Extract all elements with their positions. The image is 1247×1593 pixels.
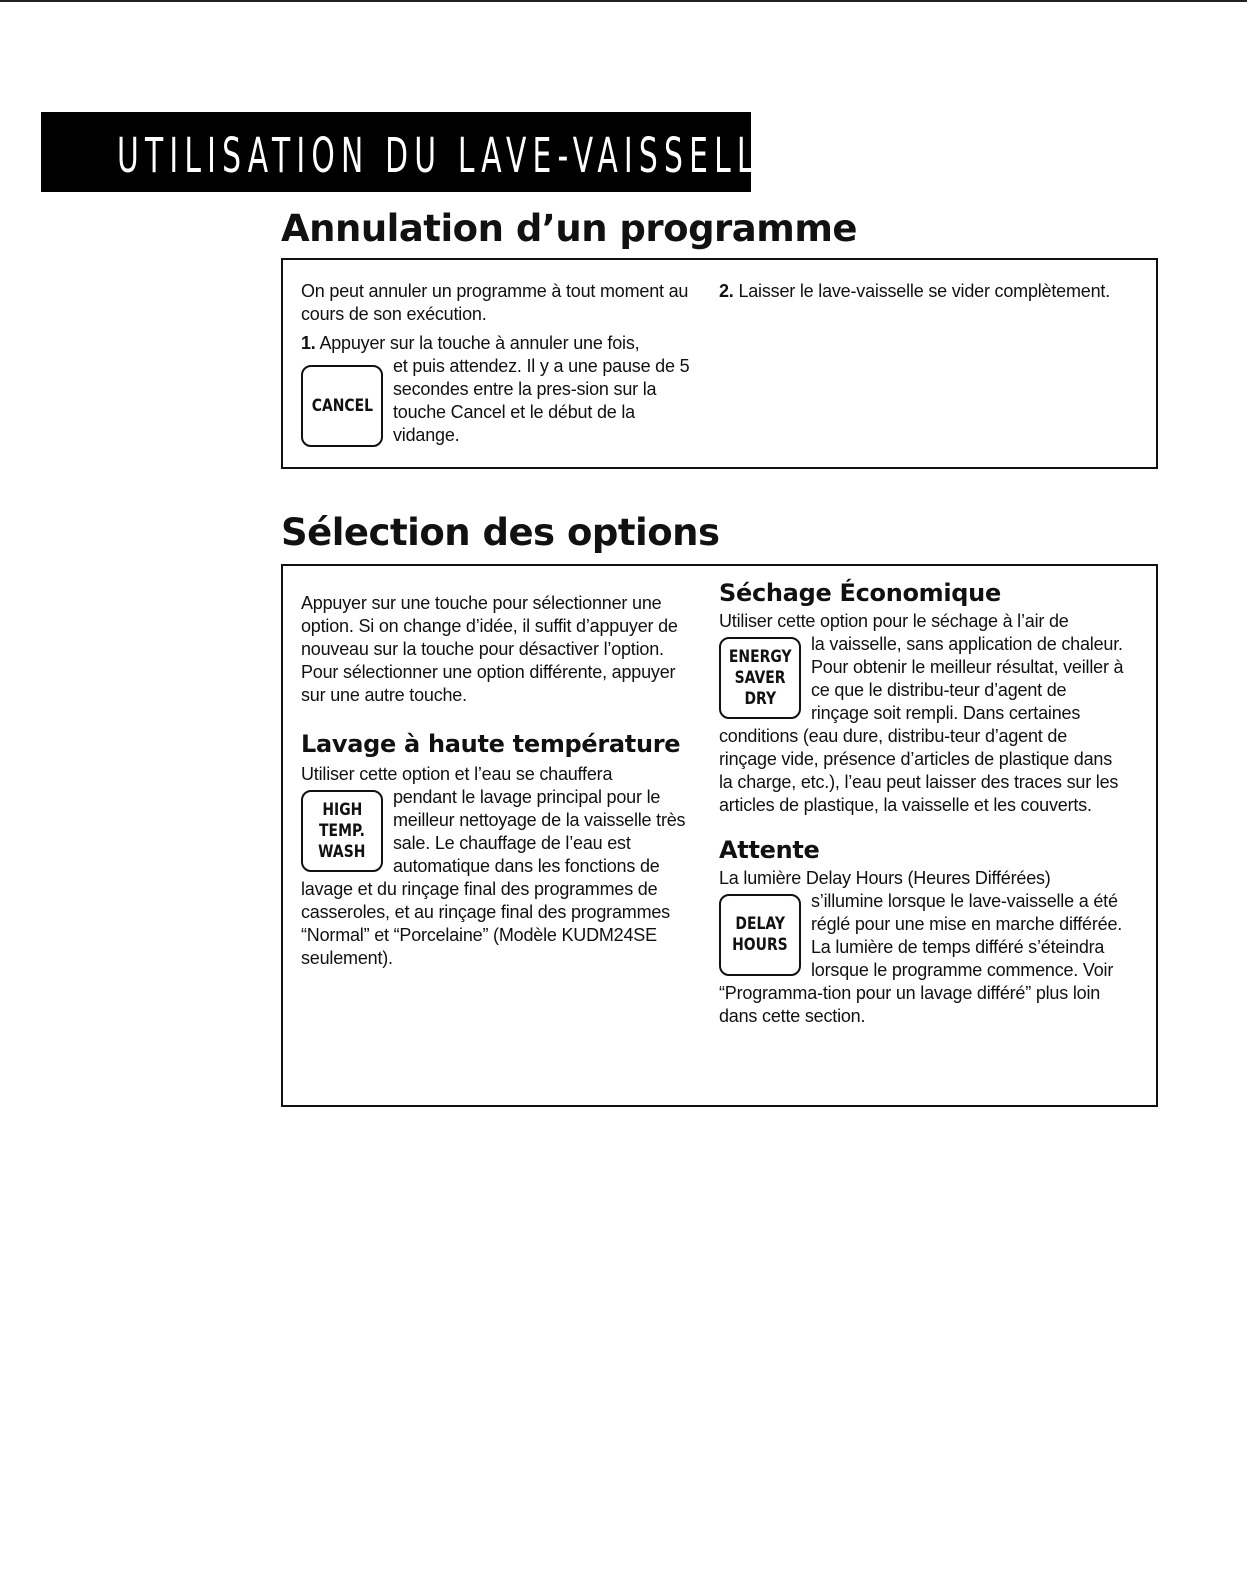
options-left-column [301,592,701,970]
delay-body-block [719,890,1125,1028]
cancel-step1-lead-line [301,332,693,355]
delay-body: s’illumine lorsque le lave-vaisselle a été réglé pour une mise en marche différée. La lumière de temps différé s’éteindra lorsque le programme commence. Voir “Programma-tion pour un lavage différé” plus loin dans cette section. [719,891,1123,1026]
options-section-box [281,564,1158,1107]
options-section-title: Sélection des options [281,511,720,554]
delay-key-line-1: DELAY [735,914,785,934]
energy-saver-body-block [719,633,1125,817]
step1-rest: et puis attendez. Il y a une pause de 5 secondes entre la pres-sion sur la touche Cancel et le début de la vidange. [393,356,690,445]
high-temp-wash-key-icon [301,790,383,872]
step1-lead: Appuyer sur la touche à annuler une fois, [319,333,640,353]
energy-saver-dry-key-icon [719,637,801,719]
high-temp-body-block [301,786,701,970]
cancel-key-label: CANCEL [311,395,373,416]
high-temp-key-line-3: WASH [318,841,366,862]
delay-key-line-2: HOURS [732,935,788,955]
cancel-left-column [301,280,693,447]
cancel-key-icon [301,365,383,447]
high-temp-lead: Utiliser cette option et l’eau se chauffera [301,764,613,784]
cancel-step2 [719,280,1139,303]
top-rule [0,0,1247,2]
step2-text: Laisser le lave-vaisselle se vider complètement. [738,281,1111,301]
chapter-banner-title: UTILISATION DU LAVE-VAISSELLE [117,128,785,184]
cancel-intro: On peut annuler un programme à tout moment au cours de son exécution. [301,281,689,324]
options-right-column [719,578,1125,1028]
cancel-step1-body [301,355,693,447]
delay-lead: La lumière Delay Hours (Heures Différées) [719,868,1051,888]
step2-number: 2. [719,281,734,301]
high-temp-body: pendant le lavage principal pour le meilleur nettoyage de la vaisselle très sale. Le chauffage de l’eau est automatique dans les fonctions de lavage et du rinçage final des programmes de casseroles, et au rinçage final des programmes “Normal” et “Porcelaine” (Modèle KUDM24SE seulement). [301,787,686,968]
delay-title: Attente [719,836,820,864]
energy-key-line-1: ENERGY [728,646,792,667]
energy-saver-title: Séchage Économique [719,579,1001,607]
step1-number: 1. [301,333,316,353]
energy-key-line-3: DRY [744,688,776,709]
cancel-section-title: Annulation d’un programme [281,207,857,250]
high-temp-key-line-2: TEMP. [319,820,365,841]
delay-hours-key-icon [719,894,801,976]
high-temp-key-line-1: HIGH [322,799,362,820]
chapter-banner [41,112,785,192]
energy-saver-body: la vaisselle, sans application de chaleur. Pour obtenir le meilleur résultat, veiller à ce que le distribu-teur d’agent de rinçage soit rempli. Dans certaines conditions (eau dure, distribu-teur d’agent de rinçage vide, présence d’articles de plastique dans la charge, etc.), l’eau peut laisser des traces sur les articles de plastique, la vaisselle et les couverts. [719,634,1124,815]
cancel-right-column [719,280,1139,303]
high-temp-title: Lavage à haute température [301,730,681,758]
energy-saver-lead: Utiliser cette option pour le séchage à l’air de [719,611,1069,631]
energy-key-line-2: SAVER [734,667,786,688]
options-intro: Appuyer sur une touche pour sélectionner une option. Si on change d’idée, il suffit d’appuyer de nouveau sur la touche pour désactiver l’option. Pour sélectionner une option différente, appuyer sur une autre touche. [301,593,678,705]
cancel-section-box [281,258,1158,469]
